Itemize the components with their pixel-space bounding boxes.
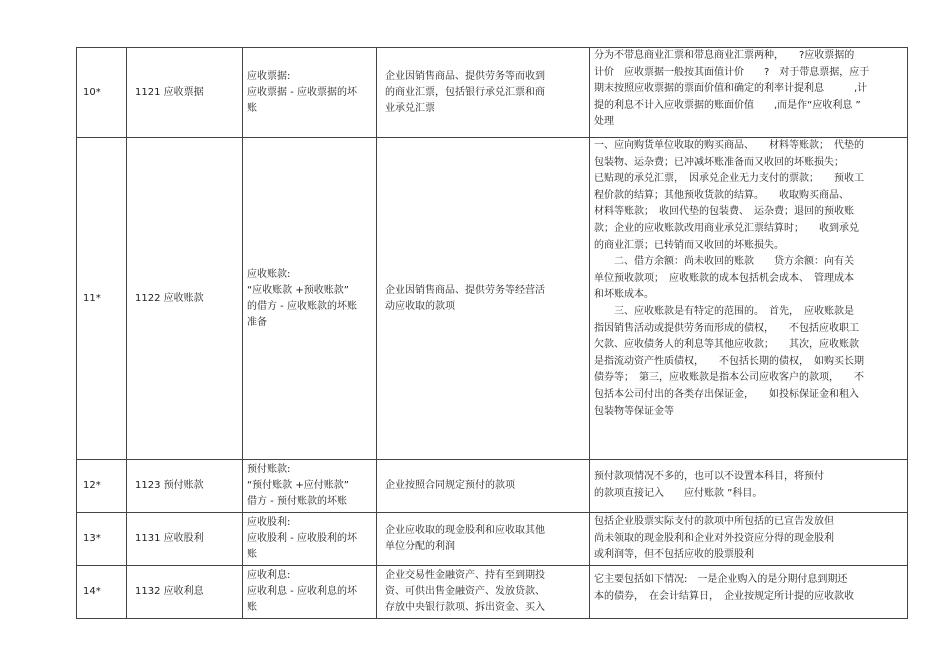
table-row (77, 48, 908, 138)
usage-line: 企业因销售商品、提供劳务等经营活 (385, 284, 545, 296)
note-line: 程价款的结算；其他预收货款的结算。 收取购买商品、 (594, 189, 849, 201)
usage-cell (377, 48, 590, 138)
account-code-name: 1131 应收股利 (127, 513, 243, 566)
account-code-name: 1123 预付账款 (127, 460, 243, 513)
subaccount-cell (243, 48, 377, 138)
note-line: 是指流动资产性质债权， 不包括长期的债权， 如购买长期 (594, 355, 864, 367)
row-number: 12* (77, 460, 127, 513)
usage-cell (377, 566, 590, 619)
notes-cell (590, 460, 908, 513)
note-line: 包装物、运杂费；已冲减坏账准备而又收回的坏账损失； (594, 156, 844, 168)
note-line: 欠款、应收债务人的利息等其他应收款； 其次，应收账款 (594, 339, 859, 351)
note-line: 单位预收款项； 应收账款的成本包括机会成本、 管理成本 (594, 272, 854, 284)
table-row (77, 566, 908, 619)
subaccount-line: 应收利息 - 应收利息的坏 (247, 586, 357, 597)
accounts-table (76, 47, 908, 619)
account-code-name: 1122 应收账款 (127, 138, 243, 460)
subaccount-line: 应收股利 - 应收股利的坏 (247, 533, 357, 544)
note-line: 提的利息不计入应收票据的账面价值 ,而是作“应收利息 ” (594, 99, 861, 111)
note-line: 已贴现的承兑汇票， 因承兑企业无力支付的票款； 预收工 (594, 173, 864, 185)
subaccount-line: 应收票据 - 应收票据的坏 (247, 86, 357, 98)
note-line: 或利润等，但不包括应收的股票股利 (594, 549, 754, 561)
note-line: 债券等； 第三，应收账款是指本公司应收客户的款项， 不 (594, 372, 864, 384)
subaccount-line: 账 (247, 102, 257, 114)
note-line: 和坏账成本。 (594, 289, 654, 301)
note-line: 它主要包括如下情况: 一是企业购入的是分期付息到期还 (594, 574, 848, 585)
note-line: 包装物等保证金等 (594, 405, 674, 417)
account-code-name: 1121 应收票据 (127, 48, 243, 138)
usage-line: 单位分配的利润 (385, 541, 455, 552)
note-line: 三、应收账款是有特定的范围的。 首先， 应收账款是 (594, 305, 854, 317)
note-line: 指因销售活动或提供劳务而形成的债权， 不包括应收职工 (594, 322, 859, 334)
row-number: 10* (77, 48, 127, 138)
subaccount-line: “预付账款 +应付账款” (247, 480, 349, 491)
note-line: 分为不带息商业汇票和带息商业汇票两种， ?应收票据的 (594, 50, 855, 61)
usage-cell (377, 460, 590, 513)
row-number: 14* (77, 566, 127, 619)
usage-line: 的商业汇票，包括银行承兑汇票和商 (385, 86, 545, 98)
usage-line: 业承兑汇票 (385, 102, 435, 114)
table-row (77, 513, 908, 566)
subaccount-cell (243, 460, 377, 513)
subaccount-line: 应收票据: (247, 70, 291, 82)
note-line: 处理 (594, 116, 614, 128)
subaccount-line: 账 (247, 549, 257, 560)
subaccount-line: 的借方 - 应收账款的坏账 (247, 300, 357, 312)
subaccount-line: 准备 (247, 316, 267, 328)
subaccount-line: “应收账款 +预收账款” (247, 284, 349, 296)
note-line: 期末按照应收票据的票面价值和确定的利率计提利息 ,计 (594, 83, 868, 95)
subaccount-line: 应收利息: (247, 570, 291, 581)
subaccount-cell (243, 138, 377, 460)
usage-line: 企业因销售商品、提供劳务等而收到 (385, 70, 545, 82)
notes-cell (590, 48, 908, 138)
note-line: 款；企业的应收账款改用商业承兑汇票结算时； 收到承兑 (594, 222, 859, 234)
notes-cell (590, 566, 908, 619)
subaccount-line: 预付账款: (247, 464, 291, 475)
note-line: 二、借方余额：尚未收回的账款 贷方余额：向有关 (594, 256, 854, 268)
note-line: 的款项直接记入 应付账款 ”科目。 (594, 488, 763, 499)
notes-cell (590, 138, 908, 460)
notes-cell (590, 513, 908, 566)
subaccount-line: 应收股利: (247, 517, 291, 528)
row-number: 13* (77, 513, 127, 566)
note-line: 尚未领取的现金股利和企业对外投资应分得的现金股利 (594, 532, 834, 544)
usage-line: 企业交易性金融资产、持有至到期投 (385, 570, 545, 581)
note-line: 一、应向购货单位收取的购买商品、 材料等账款； 代垫的 (594, 140, 864, 151)
usage-line: 企业应收取的现金股利和应收取其他 (385, 525, 545, 536)
subaccount-cell (243, 566, 377, 619)
note-line: 的商业汇票；已转销而又收回的坏账损失。 (594, 239, 784, 251)
note-line: 材料等账款； 收回代垫的包装费、 运杂费；退回的预收账 (594, 206, 854, 218)
note-line: 本的债券， 在会计结算日， 企业按规定所计提的应收款收 (594, 590, 854, 602)
usage-line: 资、可供出售金融资产、发放贷款、 (385, 586, 545, 597)
table-row (77, 460, 908, 513)
account-code-name: 1132 应收利息 (127, 566, 243, 619)
usage-line: 企业按照合同规定预付的款项 (385, 480, 515, 491)
subaccount-line: 应收账款: (247, 268, 291, 280)
usage-line: 存放中央银行款项、拆出资金、买入 (385, 602, 545, 613)
note-line: 预付款项情况不多的，也可以不设置本科目，将预付 (594, 471, 824, 483)
usage-cell (377, 513, 590, 566)
note-line: 包括企业股票实际支付的款项中所包括的已宣告发放但 (594, 516, 834, 528)
usage-cell (377, 138, 590, 460)
note-line: 计价 应收票据一般按其面值计价 ? 对于带息票据，应于 (594, 66, 870, 78)
usage-line: 动应收取的款项 (385, 300, 455, 312)
subaccount-cell (243, 513, 377, 566)
subaccount-line: 借方 - 预付账款的坏账 (247, 496, 347, 507)
subaccount-line: 账 (247, 602, 257, 613)
table-row (77, 138, 908, 460)
note-line: 包括本公司付出的各类存出保证金， 如投标保证金和租入 (594, 388, 859, 400)
row-number: 11* (77, 138, 127, 460)
